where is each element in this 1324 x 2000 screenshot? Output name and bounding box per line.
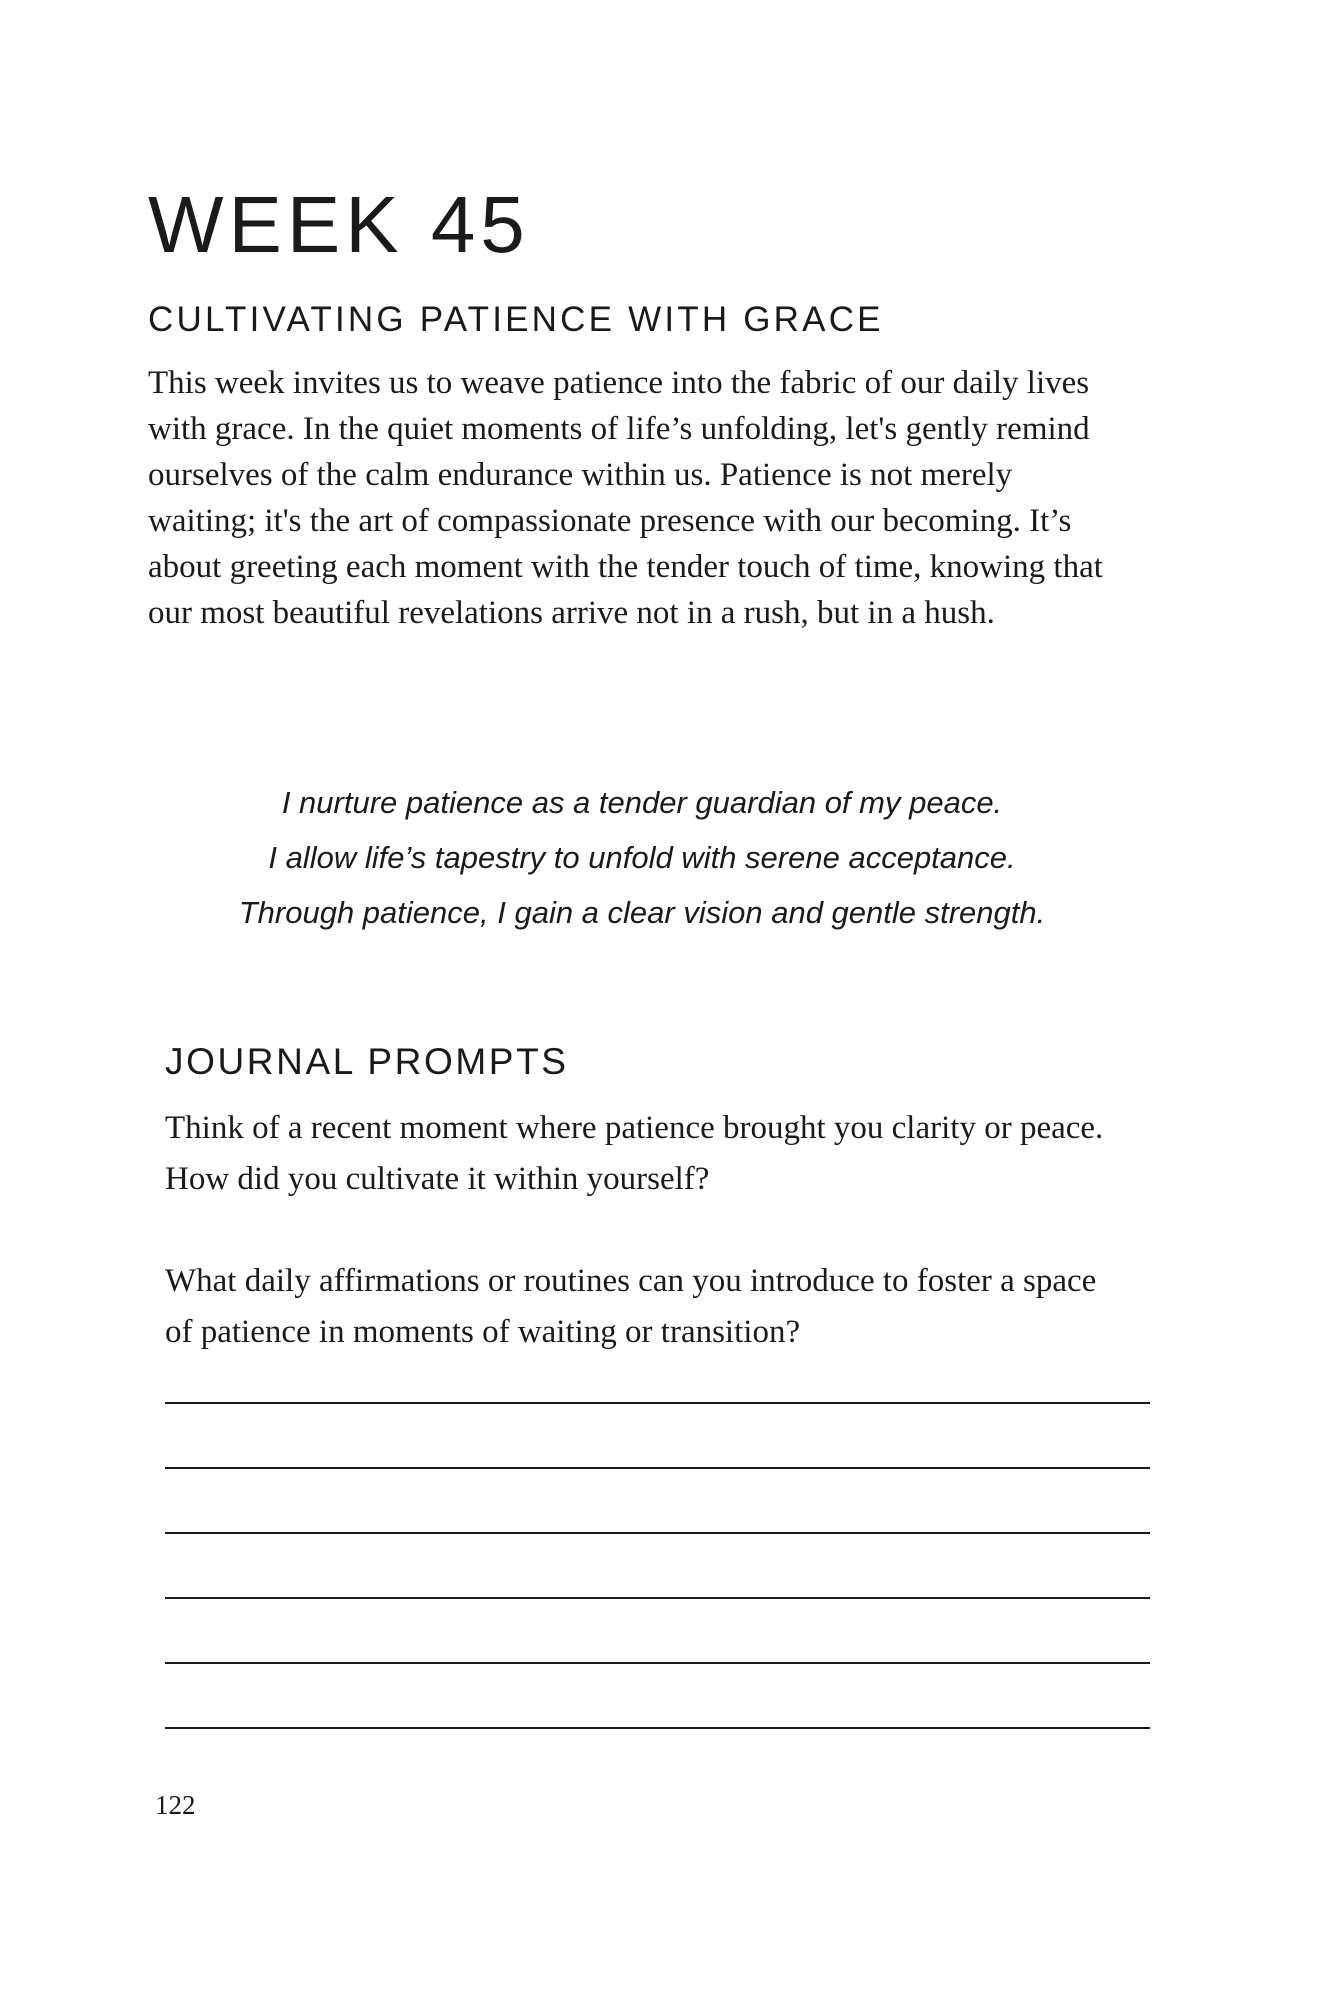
journal-prompt: Think of a recent moment where patience brought you clarity or peace. How did you cultivate it within yourself? (165, 1110, 1104, 1197)
affirmation-item: I nurture patience as a tender guardian of my peace. (281, 785, 1003, 820)
week-title: WEEK 45 (148, 180, 530, 269)
writing-line (165, 1402, 1150, 1404)
journal-prompts-heading: JOURNAL PROMPTS (165, 1041, 569, 1082)
writing-line (165, 1467, 1150, 1469)
page-number: 122 (155, 1790, 196, 1820)
writing-line (165, 1597, 1150, 1599)
writing-line (165, 1662, 1150, 1664)
affirmation-item: I allow life’s tapestry to unfold with serene acceptance. (268, 840, 1016, 875)
writing-line (165, 1727, 1150, 1729)
journal-prompt: What daily affirmations or routines can you introduce to foster a space of patience in moments of waiting or transition? (165, 1263, 1097, 1350)
affirmations-list (0, 775, 1284, 940)
writing-line (165, 1532, 1150, 1534)
journal-prompts (165, 1103, 1125, 1409)
intro-paragraph: This week invites us to weave patience into the fabric of our daily lives with grace. In the quiet moments of life’s unfolding, let's gently remind ourselves of the calm endurance within us. Patience is not merely waiting; it's the art of compassionate presence with our becoming. It’s about greeting each moment with the tender touch of time, knowing that our most beautiful revelations arrive not in a rush, but in a hush. (148, 365, 1103, 631)
affirmation-item: Through patience, I gain a clear vision and gentle strength. (238, 895, 1046, 930)
week-subtitle: CULTIVATING PATIENCE WITH GRACE (148, 300, 884, 339)
writing-lines (165, 1402, 1150, 1792)
